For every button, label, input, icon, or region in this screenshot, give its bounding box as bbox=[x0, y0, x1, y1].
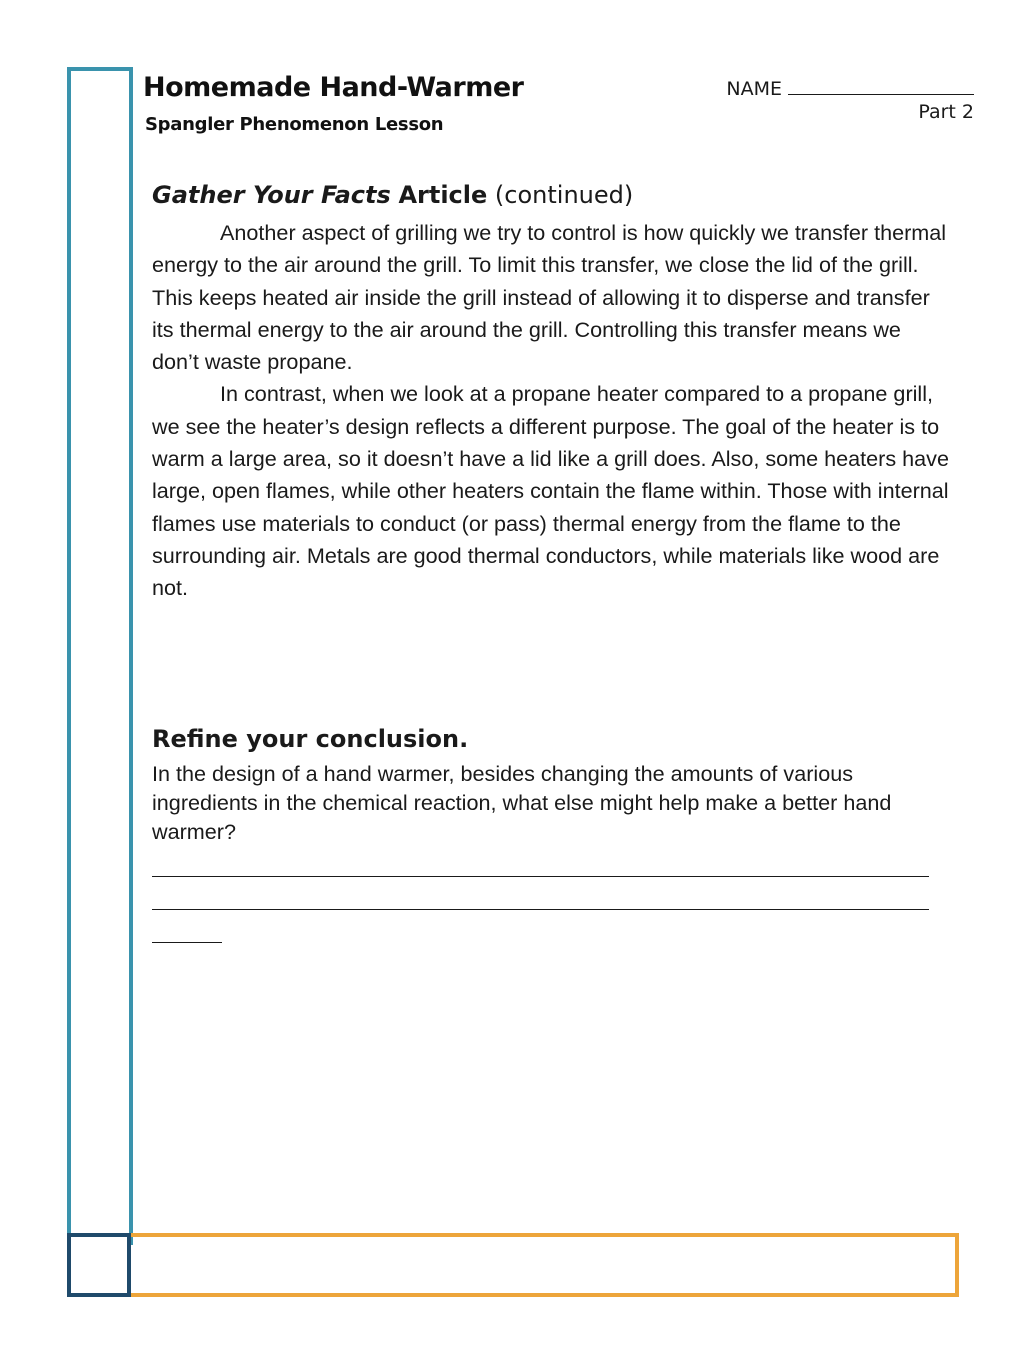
part-label: Part 2 bbox=[918, 101, 974, 123]
article-heading bbox=[152, 181, 633, 209]
conclusion-question: In the design of a hand warmer, besides changing the amounts of various ingredients in the chemical reaction, what else might help make a better hand warmer? bbox=[152, 761, 892, 844]
name-label: NAME bbox=[726, 78, 782, 100]
left-border-frame bbox=[67, 67, 133, 1245]
article-paragraph: Another aspect of grilling we try to control is how quickly we transfer thermal energy to the air around the grill. To limit this transfer, we close the lid of the grill. This keeps heated air inside the grill instead of allowing it to disperse and transfer its thermal energy to the air around the grill. Controlling this transfer means we don’t waste propane. bbox=[152, 220, 947, 375]
answer-line[interactable] bbox=[152, 942, 222, 943]
name-field[interactable] bbox=[726, 76, 974, 100]
corner-square bbox=[67, 1233, 131, 1297]
document-title: Homemade Hand-Warmer bbox=[143, 72, 524, 103]
article-heading-continued: (continued) bbox=[494, 181, 634, 209]
article-paragraph: In contrast, when we look at a propane heater compared to a propane grill, we see the heater’s design reflects a different purpose. The goal of the heater is to warm a large area, so it doesn’t have a lid like a grill does. Also, some heaters have large, open flames, while other heaters contain the flame within. Those with internal flames use materials to conduct (or pass) thermal energy from the flame to the surrounding air. Metals are good thermal conductors, while materials like wood are not. bbox=[152, 381, 949, 601]
name-blank-line[interactable] bbox=[788, 76, 974, 95]
article-heading-bold: Article bbox=[398, 181, 488, 209]
article-heading-italic: Gather Your Facts bbox=[152, 181, 391, 209]
document-subtitle: Spangler Phenomenon Lesson bbox=[145, 114, 444, 135]
conclusion-heading: Refine your conclusion. bbox=[152, 725, 469, 753]
answer-line[interactable] bbox=[152, 876, 929, 877]
answer-line[interactable] bbox=[152, 909, 929, 910]
bottom-border-frame bbox=[127, 1233, 959, 1297]
article-body bbox=[152, 217, 950, 605]
